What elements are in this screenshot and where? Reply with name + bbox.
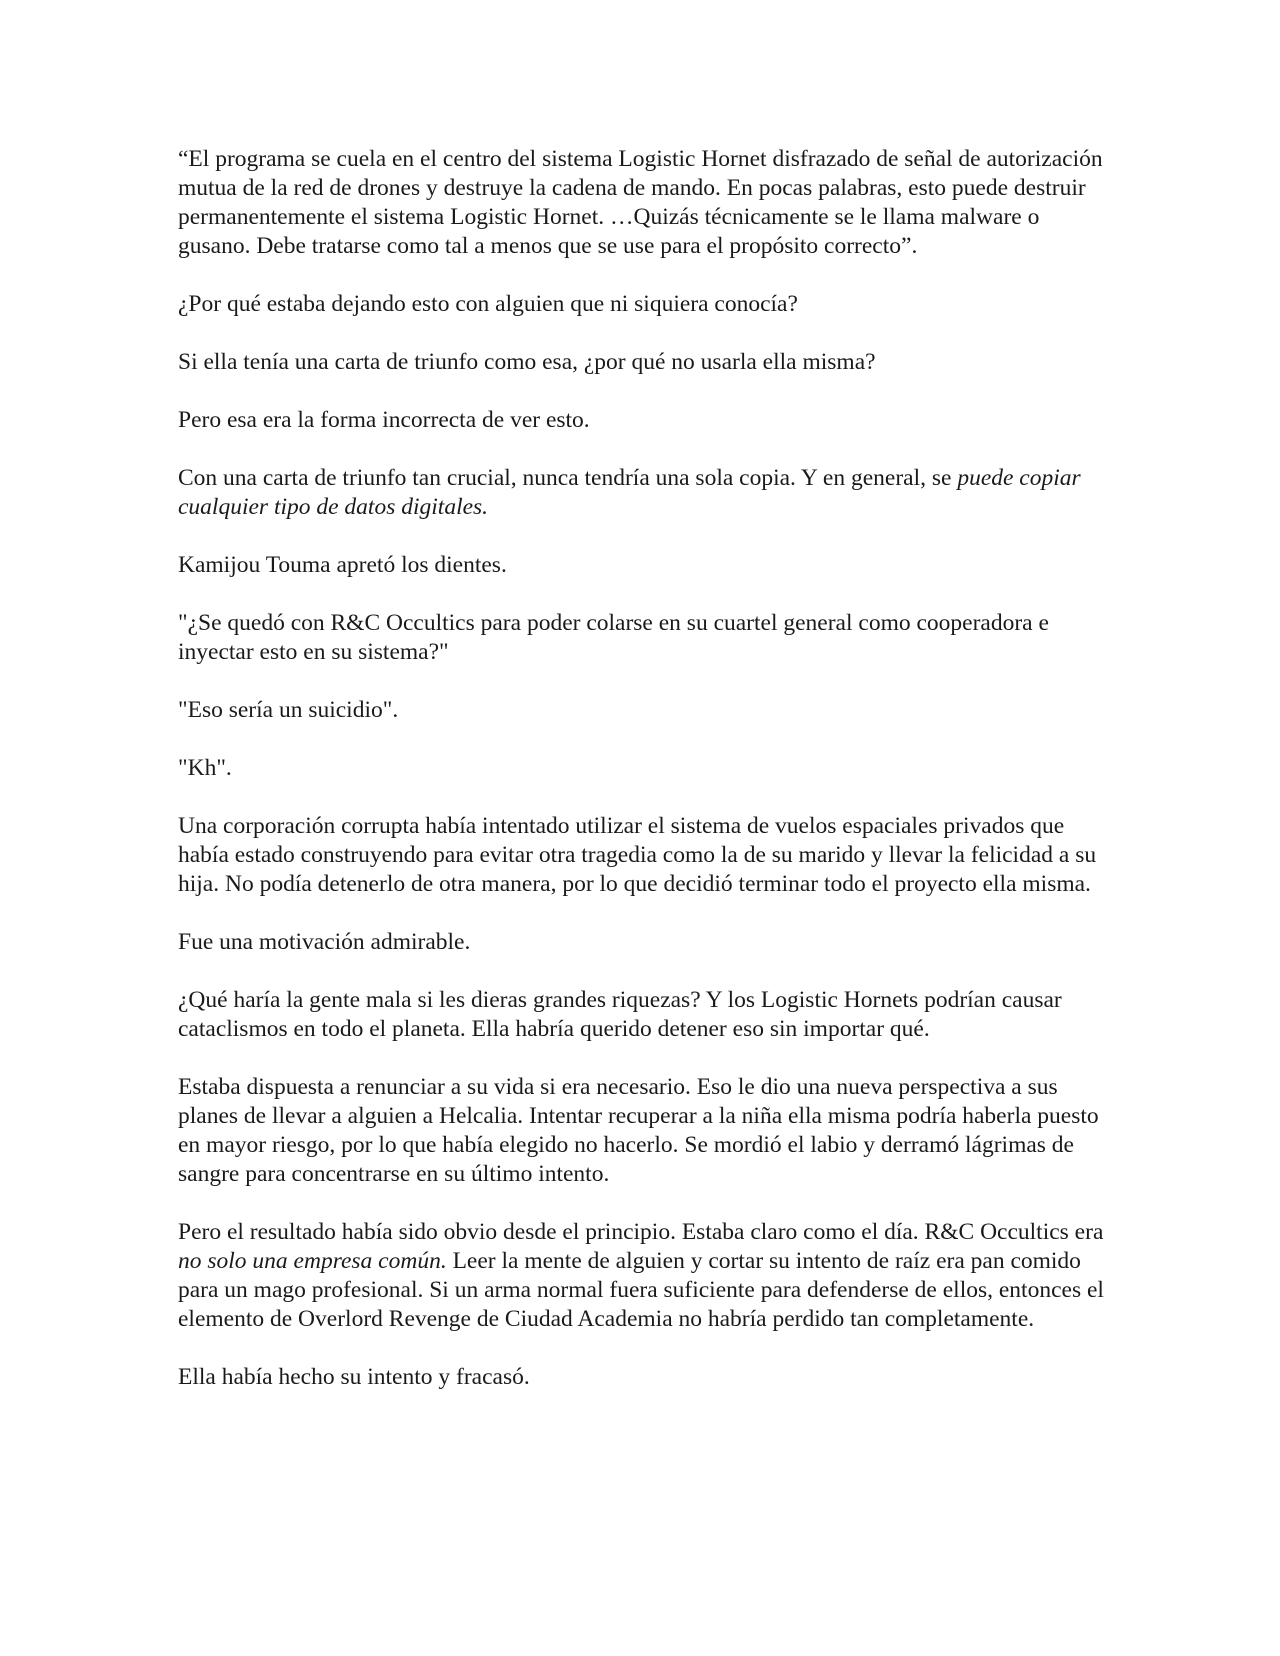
paragraph-4: Pero esa era la forma incorrecta de ver esto. <box>178 407 590 433</box>
paragraph-5: Con una carta de triunfo tan crucial, nunca tendría una sola copia. Y en general, se puede copiar cualquier tipo de datos digitales. <box>178 465 1081 520</box>
italic-emphasis: puede copiar cualquier tipo de datos digitales. <box>178 465 1081 520</box>
paragraph-7: "¿Se quedó con R&C Occultics para poder colarse en su cuartel general como cooperadora e inyectar esto en su sistema?" <box>178 610 1049 665</box>
paragraph-3: Si ella tenía una carta de triunfo como esa, ¿por qué no usarla ella misma? <box>178 349 876 375</box>
paragraph-6: Kamijou Touma apretó los dientes. <box>178 552 507 578</box>
paragraph-1: “El programa se cuela en el centro del sistema Logistic Hornet disfrazado de señal de autorización mutua de la red de drones y destruye la cadena de mando. En pocas palabras, esto puede destruir permanentemente el sistema Logistic Hornet. …Quizás técnicamente se le llama malware o gusano. Debe tratarse como tal a menos que se use para el propósito correcto”. <box>178 146 1103 259</box>
italic-emphasis: no solo una empresa común. <box>178 1248 447 1274</box>
document-page <box>178 145 1108 1421</box>
paragraph-13: Estaba dispuesta a renunciar a su vida si era necesario. Eso le dio una nueva perspectiva a sus planes de llevar a alguien a Helcalia. Intentar recuperar a la niña ella misma podría haberla puesto en mayor riesgo, por lo que había elegido no hacerlo. Se mordió el labio y derramó lágrimas de sangre para concentrarse en su último intento. <box>178 1074 1099 1187</box>
paragraph-14: Pero el resultado había sido obvio desde el principio. Estaba claro como el día. R&C Occultics era no solo una empresa común. Leer la mente de alguien y cortar su intento de raíz era pan comido para un mago profesional. Si un arma normal fuera suficiente para defenderse de ellos, entonces el elemento de Overlord Revenge de Ciudad Academia no habría perdido tan completamente. <box>178 1219 1104 1332</box>
paragraph-8: "Eso sería un suicidio". <box>178 697 399 723</box>
paragraph-10: Una corporación corrupta había intentado utilizar el sistema de vuelos espaciales privados que había estado construyendo para evitar otra tragedia como la de su marido y llevar la felicidad a su hija. No podía detenerlo de otra manera, por lo que decidió terminar todo el proyecto ella misma. <box>178 813 1097 897</box>
paragraph-12: ¿Qué haría la gente mala si les dieras grandes riquezas? Y los Logistic Hornets podrían causar cataclismos en todo el planeta. Ella habría querido detener eso sin importar qué. <box>178 987 1062 1042</box>
paragraph-9: "Kh". <box>178 755 232 781</box>
paragraph-11: Fue una motivación admirable. <box>178 929 471 955</box>
paragraph-15: Ella había hecho su intento y fracasó. <box>178 1364 530 1390</box>
paragraph-2: ¿Por qué estaba dejando esto con alguien que ni siquiera conocía? <box>178 291 798 317</box>
